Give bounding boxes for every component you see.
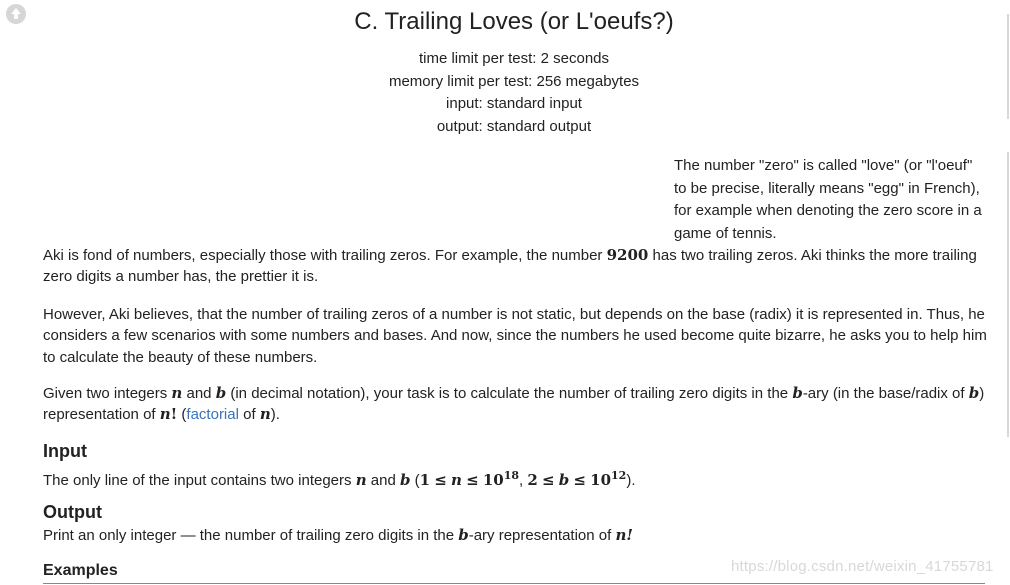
right-border-bottom <box>1007 152 1009 437</box>
math-number: 9200 <box>606 246 649 264</box>
input-spec: input: standard input <box>446 95 582 112</box>
time-limit: time limit per test: 2 seconds <box>418 50 610 67</box>
statement-paragraph-2: However, Aki believes, that the number of trailing zeros of a number is not static, but depends on the base (radix) it is represented in. Thus, he considers a few scenarios with some numbers and bases. And now, since the numbers he used become quite bizarre, he asks you to help him to calculate the beauty of these numbers. <box>43 306 987 366</box>
memory-limit: memory limit per test: 256 megabytes <box>388 73 640 90</box>
output-heading: Output <box>43 502 102 522</box>
input-text: The only line of the input contains two integers n and b ($1 \le n \le 10^{18}$, $2 \le b \le 10^{12}$). <box>43 469 636 489</box>
factorial-link[interactable]: factorial <box>186 406 239 424</box>
legend-text: The number "zero" is called "love" (or "l'oeuf" to be precise, literally means "egg" in French), for example when denoting the zero score in a game of tennis. <box>674 157 982 242</box>
examples-heading: Examples <box>43 562 118 579</box>
input-heading: Input <box>43 441 87 461</box>
watermark: https://blog.csdn.net/weixin_41755781 <box>731 558 994 575</box>
output-text: Print an only integer — the number of trailing zero digits in the b-ary representation of n! <box>43 526 633 544</box>
problem-title: C. Trailing Loves (or L'oeufs?) <box>354 8 674 35</box>
statement-paragraph-3: Given two integers n and b (in decimal notation), your task is to calculate the number of trailing zero digits in the b-ary (in the base/radix of b) representation of n! (factorial of n). <box>43 384 985 424</box>
examples-divider <box>43 583 985 584</box>
statement-paragraph-1: Aki is fond of numbers, especially those with trailing zeros. For example, the number 9200 has two trailing zeros. Aki thinks the more trailing zero digits a number has, the prettier it is. <box>43 246 977 286</box>
output-spec: output: standard output <box>436 118 592 135</box>
